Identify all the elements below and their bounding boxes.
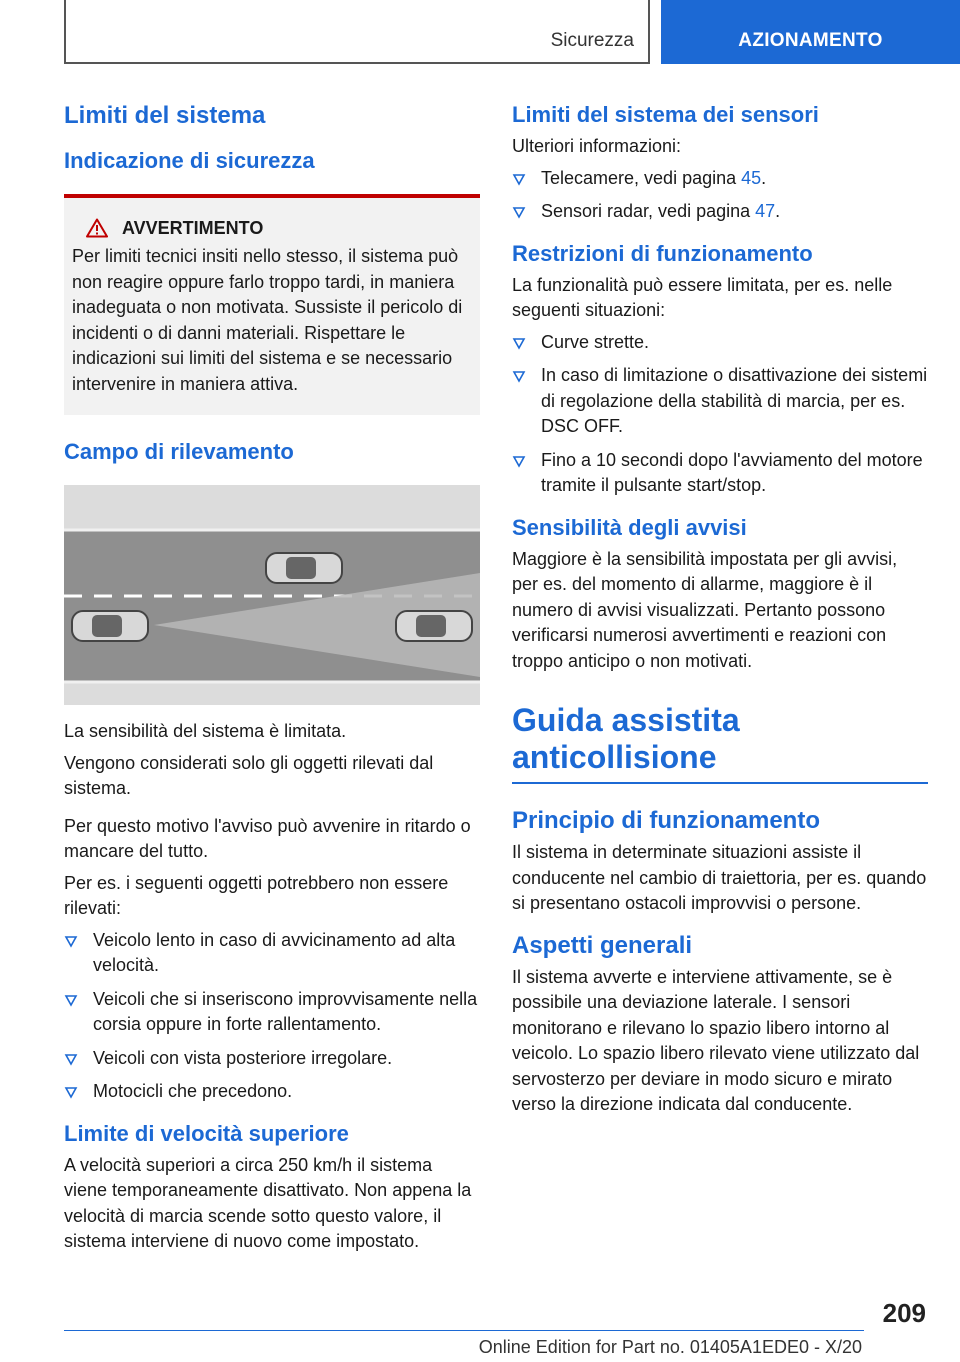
paragraph-detected-objects: Vengono considerati solo gli oggetti rilevati dal sistema.: [64, 752, 434, 798]
heading-restrictions: Restrizioni di funzionamento: [512, 240, 813, 266]
page-number: 209: [882, 1298, 926, 1328]
paragraph-delay: Per questo motivo l'avviso può avvenire in ritardo o mancare del tutto.: [64, 815, 471, 861]
list-item: Curve strette.: [512, 330, 928, 356]
list-item: Veicoli che si inseriscono improvvisamente nella corsia oppure in forte rallentamento.: [64, 987, 480, 1038]
header-chapter-label: AZIONAMENTO: [738, 30, 883, 51]
paragraph-warning-sensitivity: Maggiore è la sensibilità impostata per gli avvisi, per es. del momento di allarme, maggiore è il numero di avvisi visualizzati. Pertanto possono verificarsi numerosi avvertimenti e reazioni con troppo anticipo o non motivati.: [512, 548, 898, 671]
list-item: In caso di limitazione o disattivazione dei sistemi di regolazione della stabilità di marcia, per es. DSC OFF.: [512, 363, 928, 440]
triangle-bullet-icon: [512, 454, 526, 468]
heading-speed-limit: Limite di velocità superiore: [64, 1120, 349, 1146]
car-rear: [72, 611, 148, 641]
heading-general: Aspetti generali: [512, 931, 693, 959]
header-section-tab: [64, 0, 650, 64]
list-item: Telecamere, vedi pagina 45.: [512, 166, 928, 192]
triangle-bullet-icon: [64, 934, 78, 948]
triangle-bullet-icon: [512, 369, 526, 383]
road-diagram: [64, 485, 480, 705]
footer-edition: Online Edition for Part no. 01405A1EDE0 - X/20: [478, 1337, 862, 1357]
left-column: [64, 100, 480, 1261]
page-link-radar[interactable]: 47: [755, 201, 776, 221]
warning-triangle-icon: [86, 218, 108, 238]
warning-text: Per limiti tecnici insiti nello stesso, il sistema può non reagire oppure farlo troppo tardi, in maniera inadeguata o non motivata. Sussiste il pericolo di incidenti o di danni materiali. Rispettare le indicazioni sui limiti del sistema e se necessario intervenire in maniera attiva.: [72, 246, 463, 394]
triangle-bullet-icon: [512, 205, 526, 219]
heading-detection-range: Campo di rilevamento: [64, 439, 294, 464]
heading-principle: Principio di funzionamento: [512, 807, 820, 834]
paragraph-undetected: Per es. i seguenti oggetti potrebbero non essere rilevati:: [64, 872, 449, 918]
paragraph-principle: Il sistema in determinate situazioni assiste il conducente nel cambio di traiettoria, per es. quando si presentano ostacoli improvvisi o persone.: [512, 842, 927, 913]
triangle-bullet-icon: [64, 1052, 78, 1066]
list-item: Sensori radar, vedi pagina 47.: [512, 199, 928, 225]
sensor-references-list: [512, 166, 928, 225]
header-chapter-tab: [661, 0, 960, 64]
heading-collision-avoidance: Guida assistita anticollisione: [512, 702, 928, 784]
paragraph-general: Il sistema avverte e interviene attivamente, se è possibile una deviazione laterale. I sensori monitorano e rilevano lo spazio libero intorno al veicolo. Lo spazio libero rilevato viene utilizzato dal servosterzo per deviare in modo sicuro e mirato verso la direzione indicata dal conducente.: [512, 966, 920, 1114]
restrictions-list: [512, 330, 928, 499]
triangle-bullet-icon: [64, 993, 78, 1007]
triangle-bullet-icon: [64, 1085, 78, 1099]
triangle-bullet-icon: [512, 336, 526, 350]
heading-warning-sensitivity: Sensibilità degli avvisi: [512, 514, 747, 540]
right-column: [512, 100, 928, 1124]
list-item: Fino a 10 secondi dopo l'avviamento del motore tramite il pulsante start/stop.: [512, 448, 928, 499]
heading-system-limits: Limiti del sistema: [64, 102, 266, 129]
triangle-bullet-icon: [512, 172, 526, 186]
footer-divider: [64, 1330, 864, 1331]
warning-box: [64, 194, 480, 415]
page-link-cameras[interactable]: 45: [741, 167, 762, 188]
heading-sensor-limits: Limiti del sistema dei sensori: [512, 102, 819, 127]
car-adjacent-lane: [266, 553, 342, 583]
car-ahead: [396, 611, 472, 641]
paragraph-sensitivity: La sensibilità del sistema è limitata.: [64, 721, 347, 741]
header-section-label: Sicurezza: [550, 30, 634, 51]
warning-title: AVVERTIMENTO: [122, 218, 264, 238]
paragraph-more-info: Ulteriori informazioni:: [512, 136, 682, 156]
paragraph-restrictions: La funzionalità può essere limitata, per es. nelle seguenti situazioni:: [512, 274, 893, 320]
undetected-objects-list: [64, 928, 480, 1105]
paragraph-speed-limit: A velocità superiori a circa 250 km/h il sistema viene temporaneamente disattivato. Non appena la velocità di marcia scende sotto questo valore, il sistema interviene di nuovo come impostato.: [64, 1154, 472, 1251]
heading-safety-notice: Indicazione di sicurezza: [64, 148, 315, 173]
list-item: Motocicli che precedono.: [64, 1079, 480, 1105]
detection-range-illustration: [64, 485, 480, 705]
list-item: Veicoli con vista posteriore irregolare.: [64, 1046, 480, 1072]
list-item: Veicolo lento in caso di avvicinamento ad alta velocità.: [64, 928, 480, 979]
